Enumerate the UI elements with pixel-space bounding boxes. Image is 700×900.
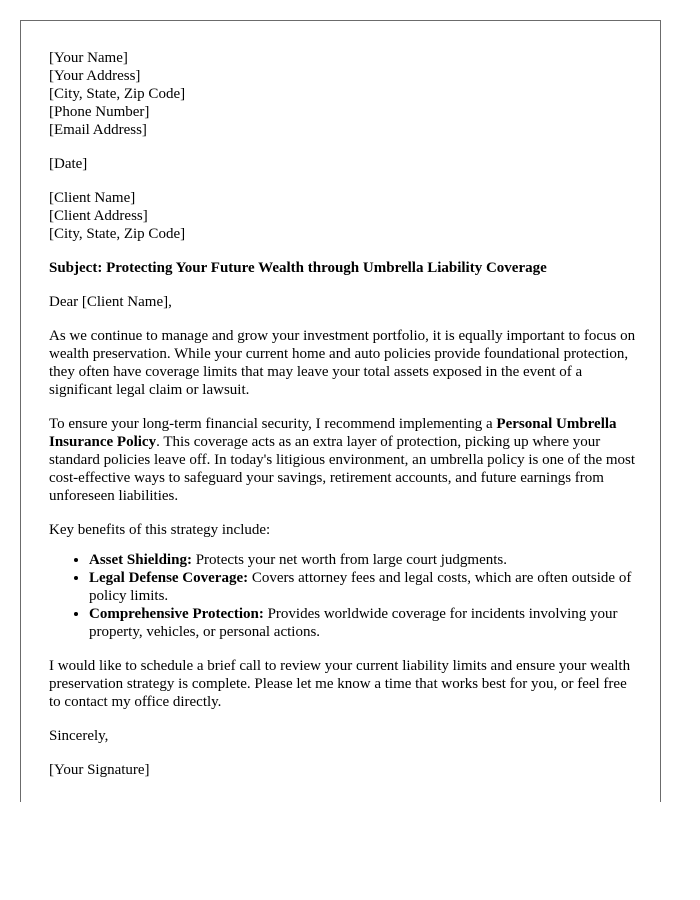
benefit-text: Protects your net worth from large court judgments. bbox=[191, 552, 508, 568]
sender-phone: [Phone Number] bbox=[49, 104, 150, 120]
closing: Sincerely, bbox=[49, 728, 109, 744]
benefits-list bbox=[49, 551, 641, 641]
policy-name: Personal Umbrella Insurance Policy bbox=[49, 416, 617, 450]
recipient-city-state-zip: [City, State, Zip Code] bbox=[49, 226, 186, 242]
signature: [Your Signature] bbox=[49, 762, 150, 778]
subject-line: Subject: Protecting Your Future Wealth through Umbrella Liability Coverage bbox=[49, 260, 547, 276]
recommendation-text-before: To ensure your long-term financial security, I recommend implementing a bbox=[49, 416, 497, 432]
sender-address: [Your Address] bbox=[49, 68, 141, 84]
recipient-name: [Client Name] bbox=[49, 190, 136, 206]
sender-city-state-zip: [City, State, Zip Code] bbox=[49, 86, 186, 102]
recipient-block bbox=[49, 189, 641, 243]
letter-page bbox=[20, 20, 661, 802]
sender-email: [Email Address] bbox=[49, 122, 147, 138]
letter-date: [Date] bbox=[49, 156, 88, 172]
list-item bbox=[89, 605, 641, 641]
benefit-title: Comprehensive Protection: bbox=[89, 606, 264, 622]
letter-body bbox=[49, 49, 641, 795]
recommendation-text-after: . This coverage acts as an extra layer of protection, picking up where your standard policies leave off. In today's litigious environment, an umbrella policy is one of the most cost-effective ways to safeguard your savings, retirement accounts, and future earnings from unforeseen liabilities. bbox=[49, 434, 636, 504]
benefit-title: Legal Defense Coverage: bbox=[89, 570, 249, 586]
sender-block bbox=[49, 49, 641, 139]
paragraph-call-to-action: I would like to schedule a brief call to review your current liability limits and ensure your wealth preservation strategy is complete. Please let me know a time that works best for you, or feel free to contact my office directly. bbox=[49, 658, 631, 710]
list-item bbox=[89, 551, 641, 569]
recipient-address: [Client Address] bbox=[49, 208, 148, 224]
benefit-text: Covers attorney fees and legal costs, which are often outside of policy limits. bbox=[89, 570, 632, 604]
benefit-text: Provides worldwide coverage for incidents involving your property, vehicles, or personal actions. bbox=[89, 606, 618, 640]
paragraph-recommendation bbox=[49, 415, 641, 505]
sender-name: [Your Name] bbox=[49, 50, 128, 66]
date-block bbox=[49, 155, 641, 173]
list-item bbox=[89, 569, 641, 605]
paragraph-intro: As we continue to manage and grow your investment portfolio, it is equally important to focus on wealth preservation. While your current home and auto policies provide foundational protection, they often have coverage limits that may leave your total assets exposed in the event of a significant legal claim or lawsuit. bbox=[49, 328, 636, 398]
benefit-title: Asset Shielding: bbox=[89, 552, 192, 568]
salutation: Dear [Client Name], bbox=[49, 294, 172, 310]
benefits-intro: Key benefits of this strategy include: bbox=[49, 522, 271, 538]
